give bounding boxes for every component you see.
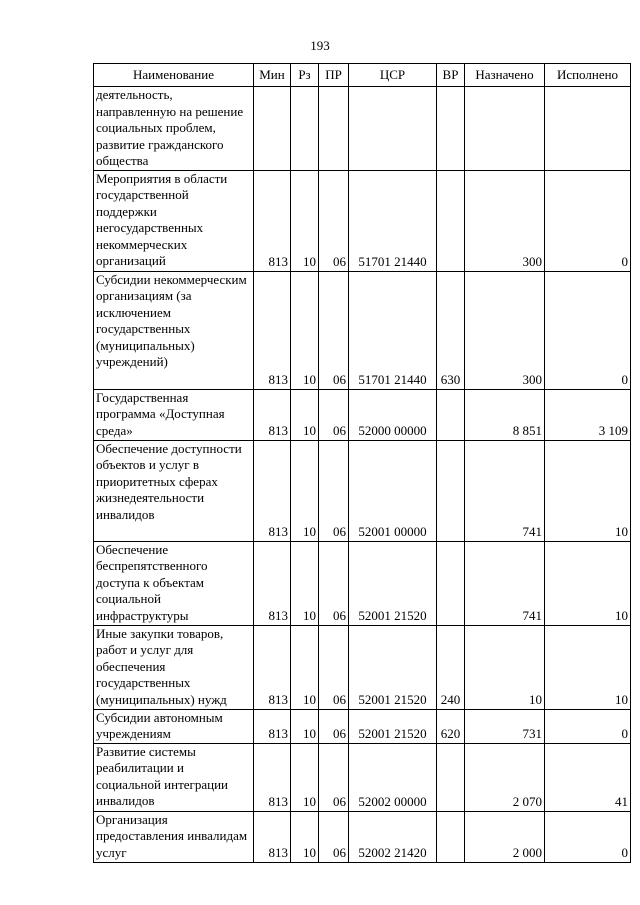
cell-rz: 10: [291, 625, 319, 709]
cell-assigned: 741: [465, 541, 545, 625]
cell-rz: 10: [291, 541, 319, 625]
table-row: [94, 743, 631, 811]
table-row: [94, 170, 631, 271]
column-header-rz: Рз: [291, 64, 319, 87]
cell-executed: 10: [545, 625, 631, 709]
cell-min: [254, 87, 291, 171]
table-row: [94, 271, 631, 389]
cell-name: Иные закупки товаров, работ и услуг для обеспечения государственных (муниципальных) нужд: [94, 625, 254, 709]
cell-csr: 51701 21440: [349, 170, 437, 271]
cell-executed: 0: [545, 709, 631, 743]
cell-min: 813: [254, 170, 291, 271]
cell-assigned: 10: [465, 625, 545, 709]
cell-vr: 620: [437, 709, 465, 743]
cell-assigned: 8 851: [465, 389, 545, 440]
cell-vr: [437, 440, 465, 541]
table-header: [94, 64, 631, 87]
cell-csr: 52001 21520: [349, 625, 437, 709]
cell-assigned: 731: [465, 709, 545, 743]
table-row: [94, 541, 631, 625]
column-header-assigned: Назначено: [465, 64, 545, 87]
cell-pr: 06: [319, 625, 349, 709]
column-header-executed: Исполнено: [545, 64, 631, 87]
cell-pr: 06: [319, 389, 349, 440]
cell-csr: 52001 21520: [349, 709, 437, 743]
cell-min: 813: [254, 440, 291, 541]
cell-csr: 52001 21520: [349, 541, 437, 625]
cell-min: 813: [254, 271, 291, 389]
cell-rz: 10: [291, 743, 319, 811]
cell-assigned: 741: [465, 440, 545, 541]
cell-executed: [545, 87, 631, 171]
cell-executed: 10: [545, 541, 631, 625]
cell-name: Мероприятия в области государственной поддержки негосударственных некоммерческих организаций: [94, 170, 254, 271]
cell-pr: 06: [319, 440, 349, 541]
table-row: [94, 811, 631, 862]
cell-min: 813: [254, 625, 291, 709]
cell-vr: 240: [437, 625, 465, 709]
table-row: [94, 625, 631, 709]
cell-executed: 0: [545, 170, 631, 271]
cell-vr: [437, 170, 465, 271]
cell-pr: 06: [319, 709, 349, 743]
table-row: [94, 709, 631, 743]
cell-csr: 52002 21420: [349, 811, 437, 862]
cell-pr: 06: [319, 541, 349, 625]
cell-min: 813: [254, 811, 291, 862]
cell-csr: 52002 00000: [349, 743, 437, 811]
cell-vr: [437, 743, 465, 811]
cell-rz: 10: [291, 709, 319, 743]
cell-min: 813: [254, 389, 291, 440]
cell-csr: 52000 00000: [349, 389, 437, 440]
cell-vr: [437, 389, 465, 440]
column-header-vr: ВР: [437, 64, 465, 87]
table-row: [94, 440, 631, 541]
column-header-name: Наименование: [94, 64, 254, 87]
cell-assigned: 300: [465, 170, 545, 271]
cell-executed: 41: [545, 743, 631, 811]
cell-min: 813: [254, 709, 291, 743]
cell-name: деятельность, направленную на решение социальных проблем, развитие гражданского общества: [94, 87, 254, 171]
column-header-min: Мин: [254, 64, 291, 87]
cell-name: Развитие системы реабилитации и социальной интеграции инвалидов: [94, 743, 254, 811]
cell-rz: 10: [291, 440, 319, 541]
cell-executed: 3 109: [545, 389, 631, 440]
cell-min: 813: [254, 541, 291, 625]
cell-name: Государственная программа «Доступная среда»: [94, 389, 254, 440]
page-number: 193: [310, 38, 330, 53]
cell-csr: 51701 21440: [349, 271, 437, 389]
table-row: [94, 389, 631, 440]
budget-table: [93, 63, 631, 863]
cell-vr: [437, 811, 465, 862]
cell-name: Субсидии некоммерческим организациям (за исключением государственных (муниципальных) учреждений): [94, 271, 254, 389]
cell-assigned: 2 000: [465, 811, 545, 862]
cell-executed: 10: [545, 440, 631, 541]
cell-assigned: 2 070: [465, 743, 545, 811]
column-header-csr: ЦСР: [349, 64, 437, 87]
cell-name: Организация предоставления инвалидам услуг: [94, 811, 254, 862]
table-row: [94, 87, 631, 171]
cell-pr: [319, 87, 349, 171]
cell-executed: 0: [545, 811, 631, 862]
cell-pr: 06: [319, 271, 349, 389]
cell-min: 813: [254, 743, 291, 811]
cell-rz: 10: [291, 271, 319, 389]
cell-pr: 06: [319, 811, 349, 862]
cell-executed: 0: [545, 271, 631, 389]
cell-assigned: [465, 87, 545, 171]
cell-rz: [291, 87, 319, 171]
table-body: [94, 87, 631, 863]
cell-pr: 06: [319, 743, 349, 811]
cell-assigned: 300: [465, 271, 545, 389]
cell-rz: 10: [291, 389, 319, 440]
cell-vr: 630: [437, 271, 465, 389]
cell-rz: 10: [291, 170, 319, 271]
cell-csr: 52001 00000: [349, 440, 437, 541]
cell-vr: [437, 87, 465, 171]
cell-pr: 06: [319, 170, 349, 271]
cell-name: Обеспечение доступности объектов и услуг в приоритетных сферах жизнедеятельности инвалидов: [94, 440, 254, 541]
cell-rz: 10: [291, 811, 319, 862]
cell-name: Субсидии автономным учреждениям: [94, 709, 254, 743]
cell-name: Обеспечение беспрепятственного доступа к объектам социальной инфраструктуры: [94, 541, 254, 625]
cell-vr: [437, 541, 465, 625]
cell-csr: [349, 87, 437, 171]
column-header-pr: ПР: [319, 64, 349, 87]
